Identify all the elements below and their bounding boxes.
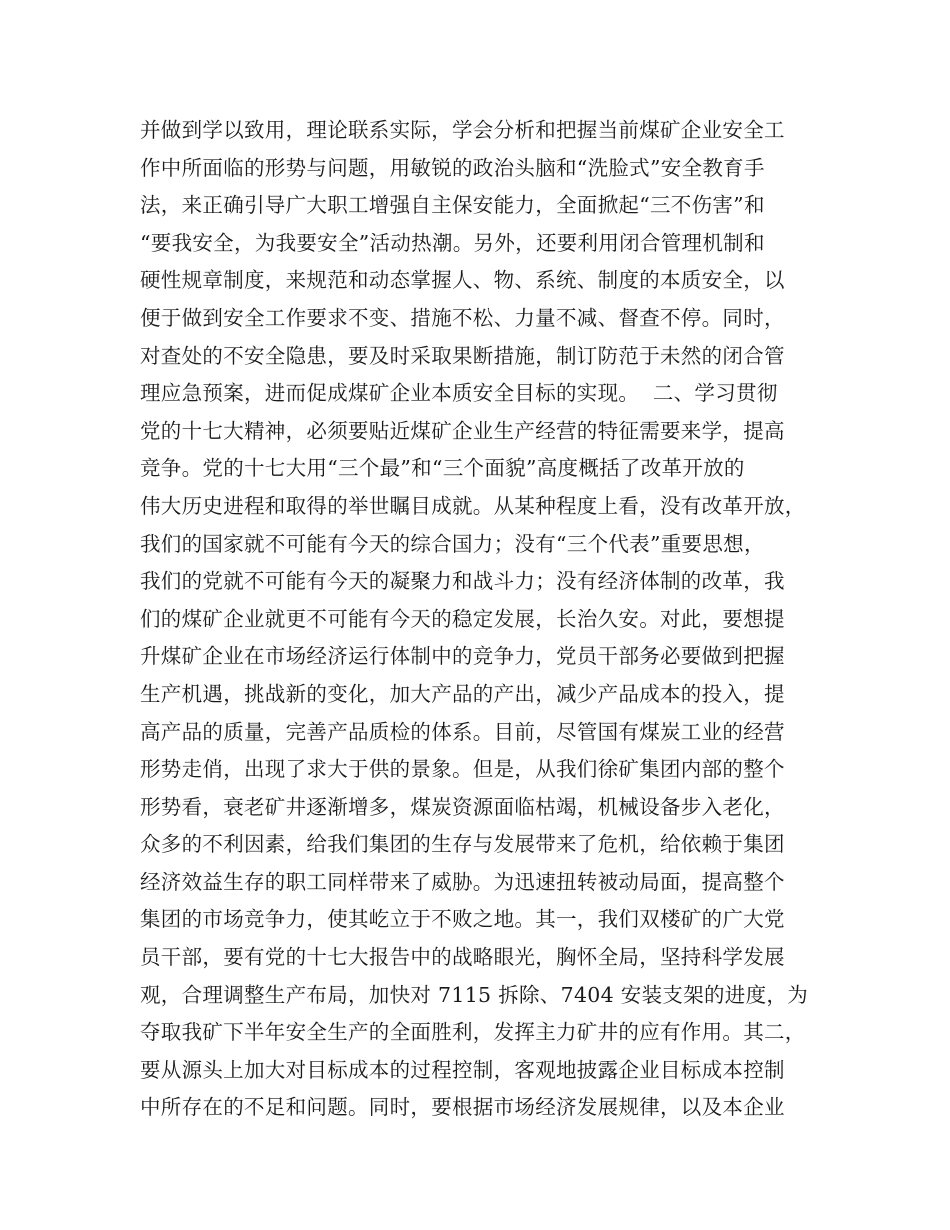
text-line: 经济效益生存的职工同样带来了威胁。为迅速扭转被动局面，提高整个 <box>140 869 785 894</box>
text-line: 法，来正确引导广大职工增强自主保安能力，全面掀起“三不伤害”和 <box>140 193 765 218</box>
text-line: 生产机遇，挑战新的变化，加大产品的产出，减少产品成本的投入，提 <box>140 681 785 706</box>
text-line: 竞争。党的十七大用“三个最”和“三个面貌”高度概括了改革开放的 <box>140 456 745 481</box>
text-line: 中所存在的不足和问题。同时，要根据市场经济发展规律，以及本企业 <box>140 1095 785 1120</box>
text-line: “要我安全，为我要安全”活动热潮。另外，还要利用闭合管理机制和 <box>140 230 765 255</box>
text-line: 众多的不利因素，给我们集团的生存与发展带来了危机，给依赖于集团 <box>140 832 785 857</box>
text-line: 形势走俏，出现了求大于供的景象。但是，从我们徐矿集团内部的整个 <box>140 757 785 782</box>
text-line: 理应急预案，进而促成煤矿企业本质安全目标的实现。 二、学习贯彻 <box>140 381 778 406</box>
text-line: 观，合理调整生产布局，加快对 7115 拆除、7404 安装支架的进度，为 <box>140 982 808 1007</box>
text-line: 作中所面临的形势与问题，用敏锐的政治头脑和“洗脸式”安全教育手 <box>140 155 765 180</box>
text-line: 便于做到安全工作要求不变、措施不松、力量不减、督查不停。同时， <box>140 305 785 330</box>
text-line: 要从源头上加大对目标成本的过程控制，客观地披露企业目标成本控制 <box>140 1057 785 1082</box>
body-text <box>140 112 820 1127</box>
text-line: 高产品的质量，完善产品质检的体系。目前，尽管国有煤炭工业的经营 <box>140 719 785 744</box>
text-line: 升煤矿企业在市场经济运行体制中的竞争力，党员干部务必要做到把握 <box>140 644 785 669</box>
text-line: 员干部，要有党的十七大报告中的战略眼光，胸怀全局，坚持科学发展 <box>140 945 785 970</box>
text-line: 我们的国家就不可能有今天的综合国力；没有“三个代表”重要思想， <box>140 531 765 556</box>
text-line: 我们的党就不可能有今天的凝聚力和战斗力；没有经济体制的改革，我 <box>140 569 785 594</box>
text-line: 集团的市场竞争力，使其屹立于不败之地。其一，我们双楼矿的广大党 <box>140 907 785 932</box>
text-line: 们的煤矿企业就更不可能有今天的稳定发展，长治久安。对此，要想提 <box>140 606 785 631</box>
text-line: 硬性规章制度，来规范和动态掌握人、物、系统、制度的本质安全，以 <box>140 268 785 293</box>
text-line: 并做到学以致用，理论联系实际，学会分析和把握当前煤矿企业安全工 <box>140 118 785 142</box>
text-line: 党的十七大精神，必须要贴近煤矿企业生产经营的特征需要来学，提高 <box>140 418 785 443</box>
text-line: 形势看，衰老矿井逐渐增多，煤炭资源面临枯竭，机械设备步入老化， <box>140 794 785 819</box>
text-line: 夺取我矿下半年安全生产的全面胜利，发挥主力矿井的应有作用。其二， <box>140 1020 806 1045</box>
text-line: 伟大历史进程和取得的举世瞩目成就。从某种程度上看，没有改革开放， <box>140 493 806 518</box>
text-line: 对查处的不安全隐患，要及时采取果断措施，制订防范于未然的闭合管 <box>140 343 785 368</box>
